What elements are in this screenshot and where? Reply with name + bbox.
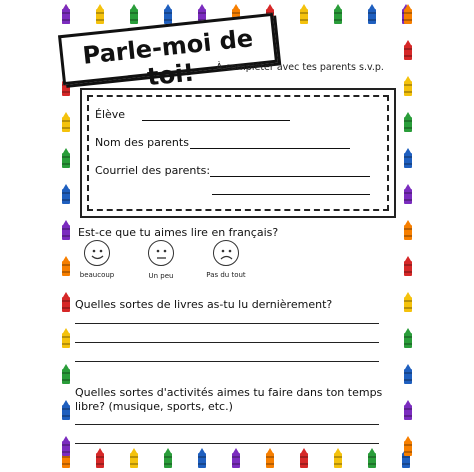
crayon-icon (404, 148, 412, 168)
crayon-icon (404, 436, 412, 456)
question-activities-line2: libre? (musique, sports, etc.) (75, 400, 233, 413)
answer-line[interactable] (75, 361, 379, 362)
page-title: Parle-moi de toi! (81, 24, 255, 92)
courriel-input-line[interactable] (210, 176, 370, 177)
happy-face-icon[interactable] (84, 240, 110, 266)
crayon-icon (62, 400, 70, 420)
crayon-icon (232, 448, 240, 468)
crayon-icon (368, 4, 376, 24)
answer-line[interactable] (75, 443, 379, 444)
crayon-icon (404, 220, 412, 240)
crayon-icon (334, 4, 342, 24)
crayon-icon (96, 4, 104, 24)
subtitle: À compléter avec tes parents s.v.p. (216, 62, 384, 73)
info-box (80, 88, 396, 218)
crayon-icon (300, 448, 308, 468)
crayon-icon (62, 292, 70, 312)
crayon-icon (404, 40, 412, 60)
question-activities-line1: Quelles sortes d'activités aimes tu faire dans ton temps (75, 386, 383, 399)
parents-input-line[interactable] (190, 148, 350, 149)
question-read-french: Est-ce que tu aimes lire en français? (78, 226, 279, 239)
crayon-icon (334, 448, 342, 468)
crayon-icon (368, 448, 376, 468)
answer-line[interactable] (75, 323, 379, 324)
crayon-icon (266, 448, 274, 468)
crayon-icon (62, 436, 70, 456)
field-label-eleve: Élève (95, 108, 126, 121)
crayon-icon (404, 112, 412, 132)
crayon-icon (164, 4, 172, 24)
title-banner (58, 13, 278, 92)
field-label-courriel: Courriel des parents: (95, 164, 211, 177)
crayon-icon (62, 112, 70, 132)
crayon-icon (404, 184, 412, 204)
crayon-icon (198, 448, 206, 468)
face-label-pas-du-tout: Pas du tout (206, 271, 246, 279)
eleve-input-line[interactable] (142, 120, 290, 121)
crayon-icon (62, 328, 70, 348)
crayon-icon (300, 4, 308, 24)
courriel-input-line-2[interactable] (212, 194, 370, 195)
crayon-icon (62, 184, 70, 204)
crayon-icon (62, 148, 70, 168)
crayon-icon (404, 4, 412, 24)
crayon-icon (164, 448, 172, 468)
crayon-icon (62, 4, 70, 24)
answer-line[interactable] (75, 424, 379, 425)
crayon-icon (404, 364, 412, 384)
crayon-icon (404, 400, 412, 420)
neutral-face-icon[interactable] (148, 240, 174, 266)
face-label-un-peu: Un peu (148, 272, 174, 280)
face-label-beaucoup: beaucoup (79, 271, 115, 279)
question-books-read: Quelles sortes de livres as-tu lu dernièrement? (75, 298, 333, 311)
field-label-parents: Nom des parents (95, 136, 189, 149)
sad-face-icon[interactable] (213, 240, 239, 266)
crayon-icon (130, 4, 138, 24)
crayon-icon (62, 364, 70, 384)
crayon-icon (404, 256, 412, 276)
crayon-icon (404, 76, 412, 96)
answer-line[interactable] (75, 342, 379, 343)
crayon-icon (96, 448, 104, 468)
crayon-icon (404, 328, 412, 348)
crayon-icon (62, 220, 70, 240)
crayon-icon (404, 292, 412, 312)
crayon-icon (130, 448, 138, 468)
crayon-icon (62, 256, 70, 276)
